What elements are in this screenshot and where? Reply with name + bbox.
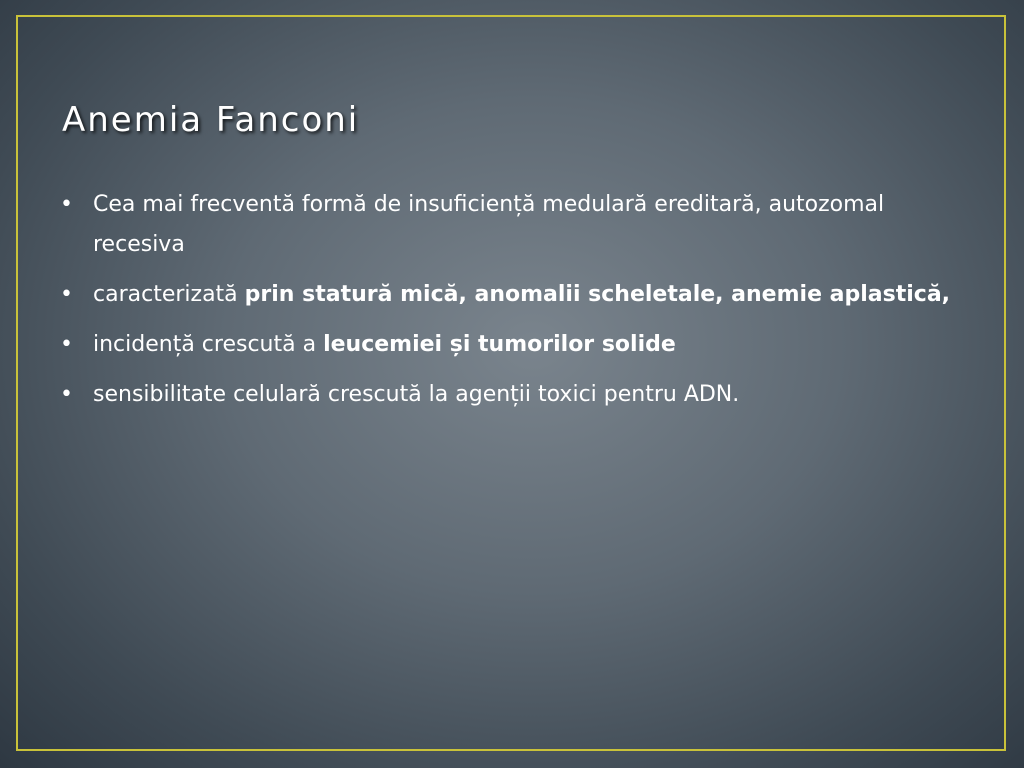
bullet-item-4	[60, 375, 970, 415]
bullet-item-1	[60, 185, 970, 265]
slide-title: Anemia Fanconi	[62, 100, 360, 140]
bullet-marker: •	[60, 382, 73, 407]
bullet-marker: •	[60, 192, 73, 217]
bullet-marker: •	[60, 282, 73, 307]
bullet-marker: •	[60, 332, 73, 357]
bullet-bold-text: prin statură mică, anomalii scheletale, anemie aplastică,	[244, 282, 951, 307]
bullet-text: sensibilitate celulară crescută la agenții toxici pentru ADN.	[93, 382, 740, 407]
bullet-text: Cea mai frecventă formă de insuficiență medulară ereditară, autozomal recesiva	[93, 192, 885, 257]
bullet-text: incidență crescută a	[93, 332, 324, 357]
bullet-item-3	[60, 325, 970, 365]
bullet-item-2	[60, 275, 970, 315]
bullet-text: caracterizată	[93, 282, 245, 307]
bullet-bold-text: leucemiei și tumorilor solide	[323, 332, 676, 357]
bullet-list	[60, 185, 970, 425]
